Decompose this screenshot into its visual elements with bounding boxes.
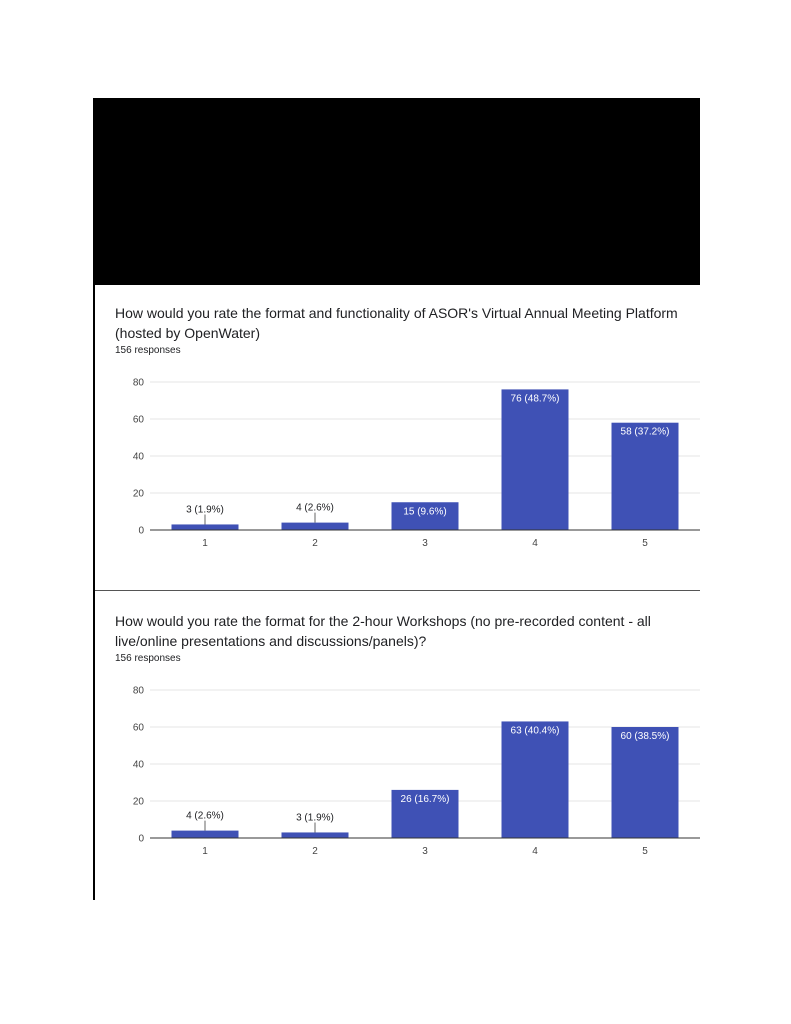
y-tick-label: 20 — [132, 796, 144, 808]
x-tick-label: 3 — [422, 846, 428, 857]
x-tick-label: 3 — [422, 538, 428, 549]
data-label: 76 (48.7%) — [510, 393, 560, 405]
redacted-header-block — [93, 98, 700, 285]
y-tick-label: 0 — [138, 833, 144, 845]
question-1-bar-chart — [95, 372, 700, 552]
data-label: 3 (1.9%) — [186, 504, 224, 516]
x-tick-label: 2 — [312, 846, 318, 857]
data-label: 4 (2.6%) — [296, 502, 334, 514]
y-tick-label: 60 — [132, 722, 144, 734]
x-tick-label: 4 — [532, 846, 538, 857]
question-2-title: How would you rate the format for the 2-hour Workshops (no pre-recorded content - all live/online presentations and discussions/panels)? — [115, 613, 651, 649]
bar-5 — [612, 727, 679, 838]
bar-4 — [502, 389, 569, 530]
y-tick-label: 40 — [132, 759, 144, 771]
x-tick-label: 4 — [532, 538, 538, 549]
question-1-title: How would you rate the format and functionality of ASOR's Virtual Annual Meeting Platform (hosted by OpenWater) — [115, 305, 678, 341]
data-label: 58 (37.2%) — [620, 426, 670, 438]
bar-1 — [172, 524, 239, 530]
question-2-responses: 156 responses — [115, 653, 181, 664]
data-label: 63 (40.4%) — [510, 725, 560, 737]
x-tick-label: 1 — [202, 846, 208, 857]
x-tick-label: 5 — [642, 538, 648, 549]
bar-4 — [502, 721, 569, 838]
question-2-bar-chart — [95, 680, 700, 860]
x-tick-label: 1 — [202, 538, 208, 549]
section-divider — [95, 590, 700, 591]
x-tick-label: 5 — [642, 846, 648, 857]
bar-2 — [282, 832, 349, 838]
bar-1 — [172, 831, 239, 838]
y-tick-label: 60 — [132, 414, 144, 426]
y-tick-label: 80 — [132, 685, 144, 697]
y-tick-label: 0 — [138, 525, 144, 537]
data-label: 60 (38.5%) — [620, 731, 670, 742]
data-label: 26 (16.7%) — [400, 793, 450, 805]
y-tick-label: 80 — [132, 377, 144, 389]
data-label: 3 (1.9%) — [296, 812, 334, 824]
bar-2 — [282, 523, 349, 530]
y-tick-label: 40 — [132, 451, 144, 463]
data-label: 15 (9.6%) — [403, 506, 447, 518]
data-label: 4 (2.6%) — [186, 810, 224, 822]
question-1-responses: 156 responses — [115, 345, 181, 356]
y-tick-label: 20 — [132, 488, 144, 500]
bar-5 — [612, 423, 679, 530]
x-tick-label: 2 — [312, 538, 318, 549]
